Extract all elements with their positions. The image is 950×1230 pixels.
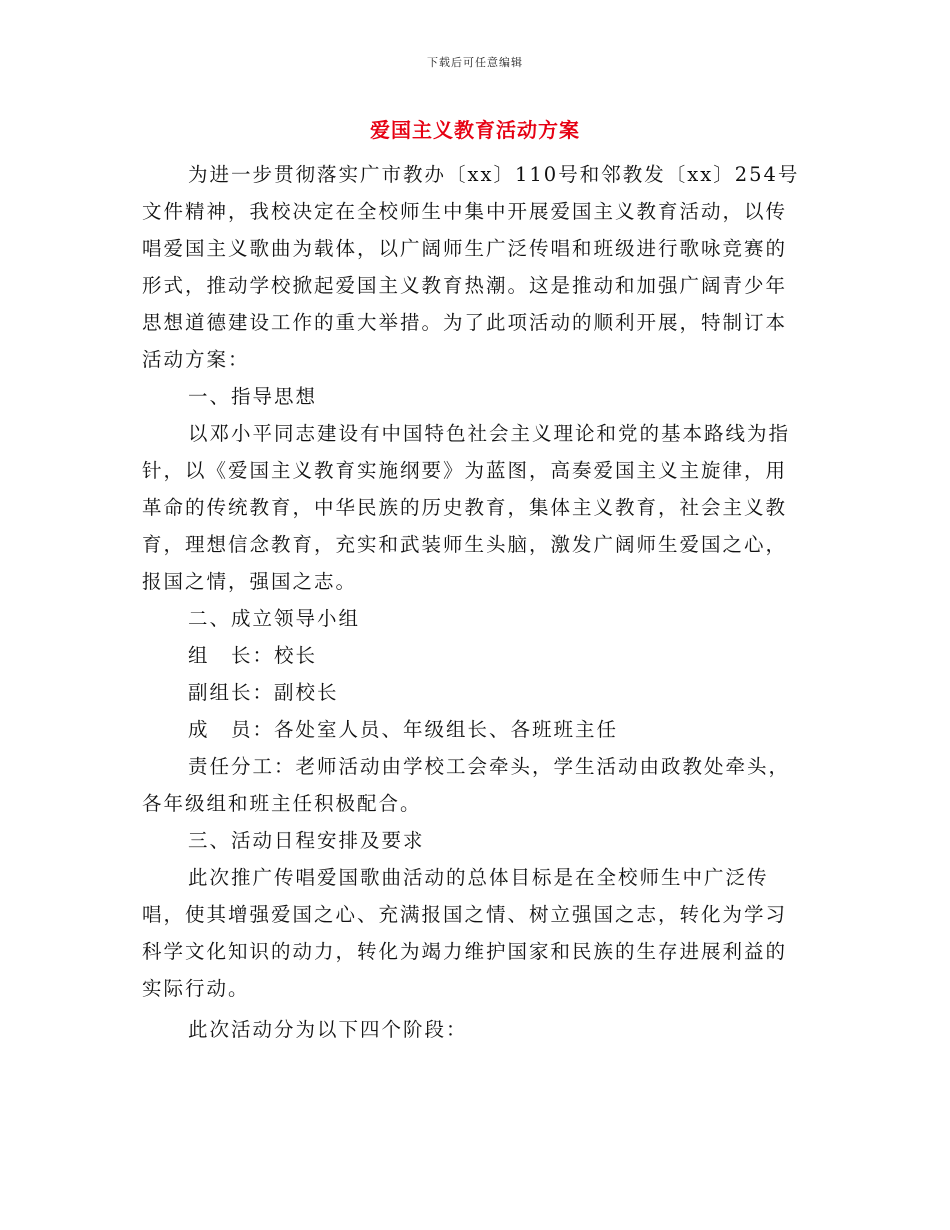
members-line: 成 员：各处室人员、年级组长、各班班主任	[188, 718, 619, 741]
phases-intro-line: 此次活动分为以下四个阶段：	[188, 1018, 468, 1041]
section-heading-guiding-ideology: 一、指导思想	[188, 385, 318, 408]
section-heading-schedule: 三、活动日程安排及要求	[188, 829, 425, 852]
header-note: 下载后可任意编辑	[427, 56, 523, 69]
document-body	[142, 156, 808, 1048]
guiding-ideology-paragraph: 以邓小平同志建设有中国特色社会主义理论和党的基本路线为指针，以《爱国主义教育实施纲要》为蓝图，高奏爱国主义主旋律，用革命的传统教育，中华民族的历史教育，集体主义教育，社会主义教育，理想信念教育，充实和武装师生头脑，激发广阔师生爱国之心，报国之情，强国之志。	[142, 422, 791, 593]
intro-paragraph: 为进一步贯彻落实广市教办〔xx〕110号和邻教发〔xx〕254号文件精神，我校决定在全校师生中集中开展爱国主义教育活动，以传唱爱国主义歌曲为载体，以广阔师生广泛传唱和班级进行歌咏竞赛的形式，推动学校掀起爱国主义教育热潮。这是推动和加强广阔青少年思想道德建设工作的重大举措。为了此项活动的顺利开展，特制订本活动方案：	[142, 163, 800, 371]
group-leader-line: 组 长：校长	[188, 644, 318, 667]
section-heading-leadership-group: 二、成立领导小组	[188, 607, 361, 630]
deputy-leader-line: 副组长：副校长	[188, 681, 339, 704]
document-title: 爱国主义教育活动方案	[370, 118, 580, 142]
responsibility-paragraph: 责任分工：老师活动由学校工会牵头，学生活动由政教处牵头，各年级组和班主任积极配合。	[142, 755, 791, 815]
overall-goal-paragraph: 此次推广传唱爱国歌曲活动的总体目标是在全校师生中广泛传唱，使其增强爱国之心、充满报国之情、树立强国之志，转化为学习科学文化知识的动力，转化为竭力维护国家和民族的生存进展利益的实际行动。	[142, 866, 788, 1000]
